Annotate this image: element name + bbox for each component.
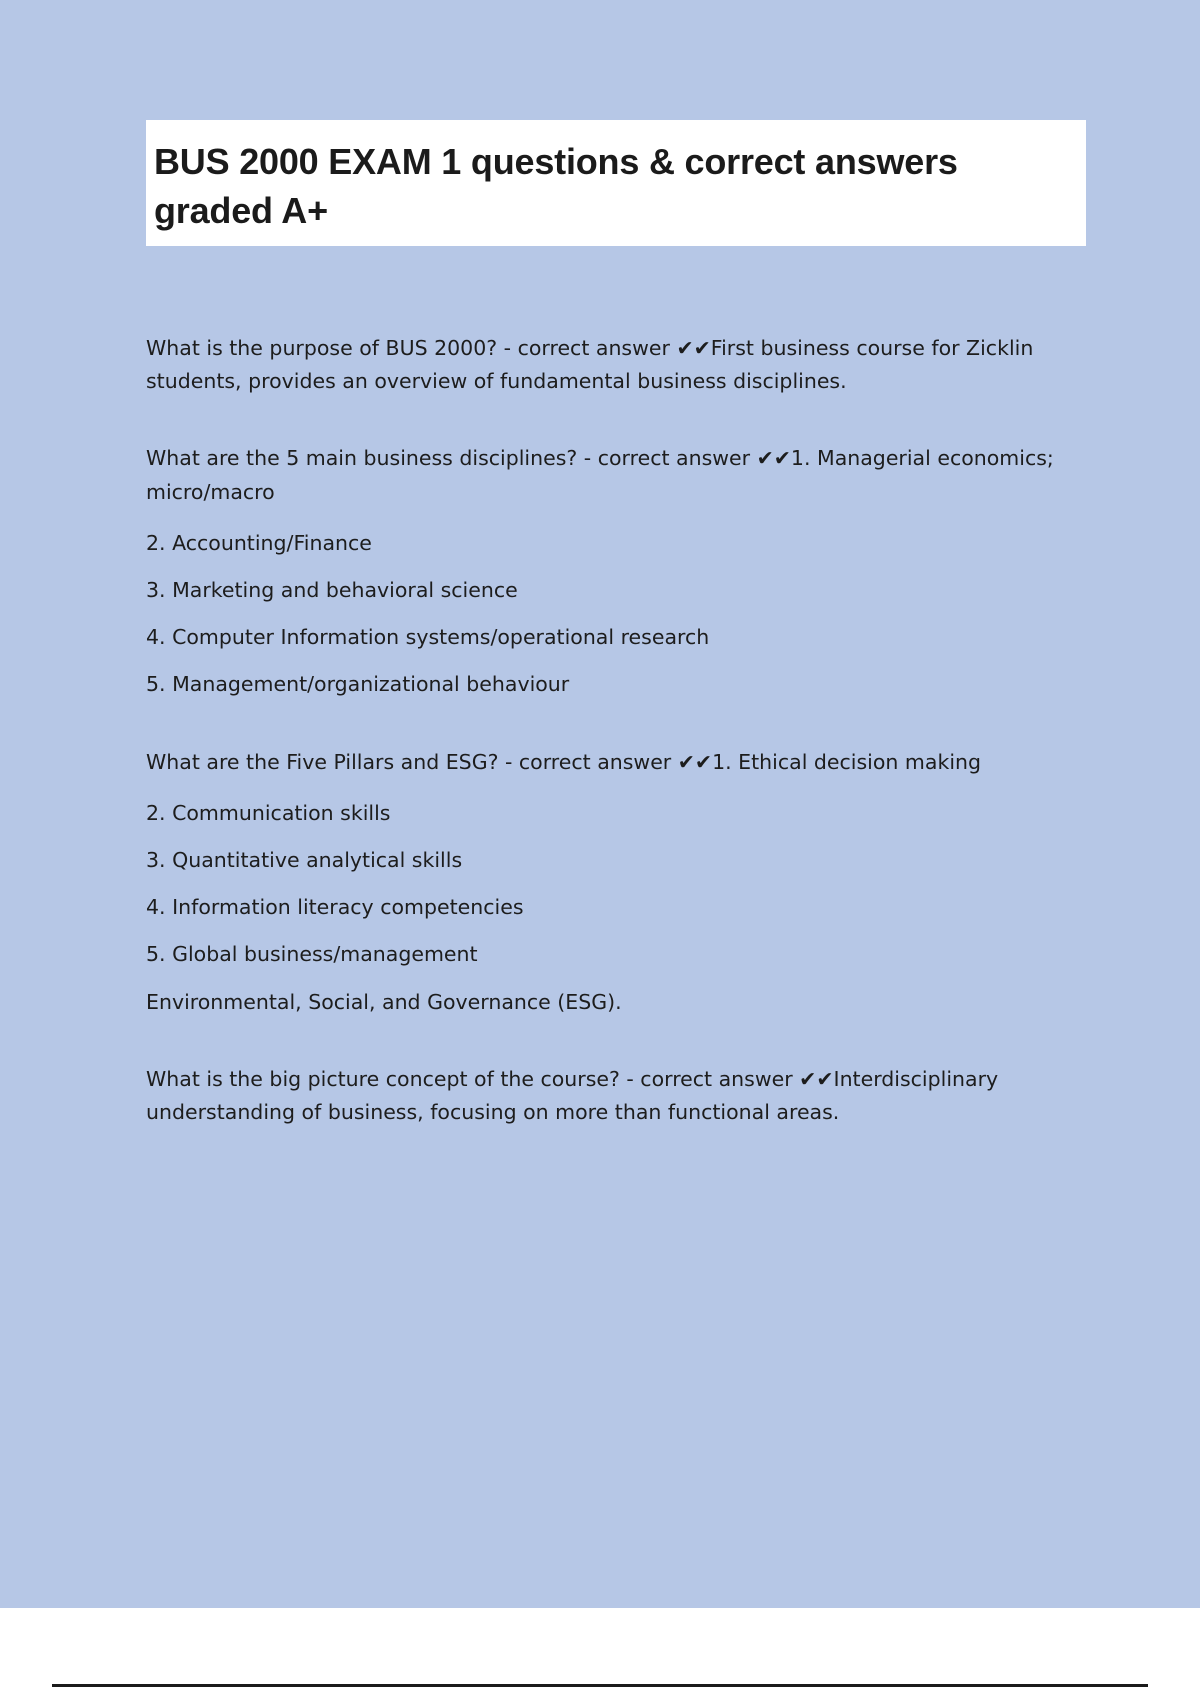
qa-line: 5. Management/organizational behaviour xyxy=(146,672,570,697)
qa-line: 3. Marketing and behavioral science xyxy=(146,577,518,602)
qa-line: 4. Computer Information systems/operational research xyxy=(146,625,710,650)
qa-line: Environmental, Social, and Governance (ESG). xyxy=(146,989,622,1014)
footer-divider xyxy=(52,1684,1148,1687)
qa-line: What are the Five Pillars and ESG? - correct answer ✔✔1. Ethical decision making xyxy=(146,749,982,774)
qa-block-five-pillars-esg xyxy=(146,746,1086,1019)
qa-line: 2. Accounting/Finance xyxy=(146,530,372,555)
qa-block-big-picture xyxy=(146,1063,1086,1129)
qa-list xyxy=(146,332,1086,1129)
qa-line: 2. Communication skills xyxy=(146,800,391,825)
qa-line: 5. Global business/management xyxy=(146,942,478,967)
qa-line: What is the big picture concept of the course? - correct answer ✔✔Interdisciplinary understanding of business, focusing on more than functional areas. xyxy=(146,1066,999,1124)
qa-line: What are the 5 main business disciplines? - correct answer ✔✔1. Managerial economics; micro/macro xyxy=(146,446,1054,504)
document-title-highlight xyxy=(146,120,1086,246)
qa-line: 3. Quantitative analytical skills xyxy=(146,847,463,872)
page-title: BUS 2000 EXAM 1 questions & correct answers graded A+ xyxy=(154,141,958,231)
qa-line: 4. Information literacy competencies xyxy=(146,895,524,920)
qa-block-purpose xyxy=(146,332,1086,398)
qa-block-five-disciplines xyxy=(146,442,1086,701)
qa-line: What is the purpose of BUS 2000? - correct answer ✔✔First business course for Zicklin students, provides an overview of fundamental business disciplines. xyxy=(146,335,1034,394)
document-content xyxy=(146,0,1086,1173)
